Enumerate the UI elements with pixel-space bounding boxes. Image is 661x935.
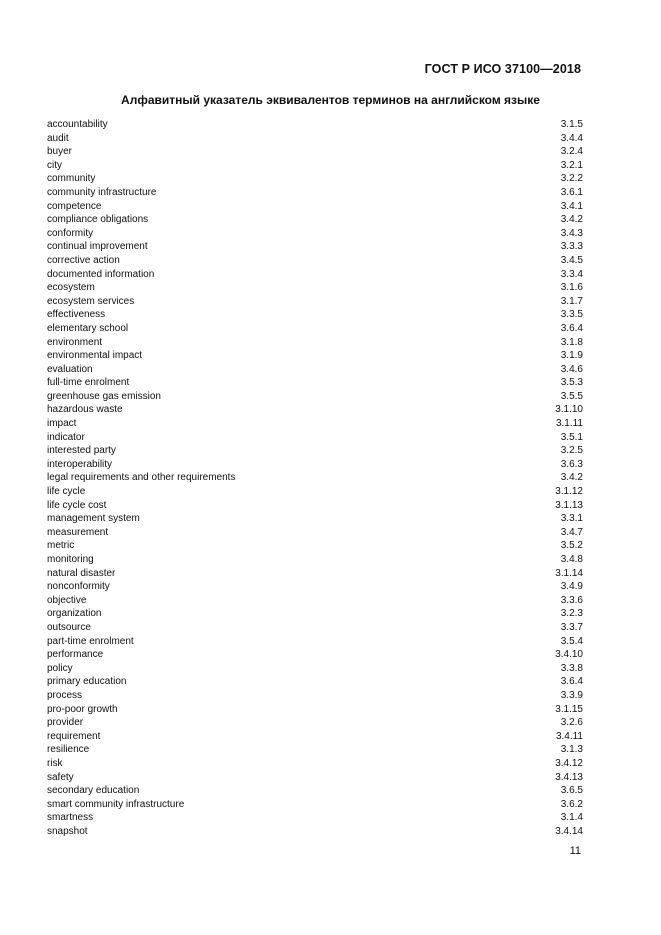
index-entry	[47, 526, 583, 540]
index-term: buyer	[47, 146, 73, 158]
index-entry	[47, 444, 583, 458]
index-term: primary education	[47, 676, 127, 688]
index-term: smart community infrastructure	[47, 798, 185, 810]
index-term: organization	[47, 608, 102, 620]
index-reference: 3.5.3	[560, 377, 583, 389]
index-reference: 3.1.15	[555, 703, 583, 715]
index-term: natural disaster	[47, 567, 116, 579]
index-term: environmental impact	[47, 350, 143, 362]
index-entry	[47, 607, 583, 621]
index-reference: 3.4.4	[560, 132, 583, 144]
index-entry	[47, 635, 583, 649]
index-reference: 3.3.9	[560, 689, 583, 701]
index-reference: 3.4.7	[560, 526, 583, 538]
index-entry	[47, 417, 583, 431]
index-entry	[47, 281, 583, 295]
index-term: conformity	[47, 227, 94, 239]
index-term: ecosystem services	[47, 295, 135, 307]
index-term: audit	[47, 132, 69, 144]
index-entry	[47, 336, 583, 350]
index-entry	[47, 268, 583, 282]
index-reference: 3.3.4	[560, 268, 583, 280]
index-reference: 3.1.14	[555, 567, 583, 579]
index-reference: 3.3.7	[560, 621, 583, 633]
index-term: resilience	[47, 744, 90, 756]
index-term: documented information	[47, 268, 155, 280]
index-entry	[47, 757, 583, 771]
index-reference: 3.3.1	[560, 513, 583, 525]
index-entry	[47, 594, 583, 608]
index-entry	[47, 689, 583, 703]
index-term: life cycle	[47, 486, 86, 498]
index-entry	[47, 132, 583, 146]
index-entry	[47, 227, 583, 241]
index-reference: 3.5.5	[560, 390, 583, 402]
index-reference: 3.2.6	[560, 717, 583, 729]
index-term: snapshot	[47, 825, 88, 837]
index-reference: 3.1.4	[560, 812, 583, 824]
index-entry	[47, 825, 583, 839]
index-entry	[47, 662, 583, 676]
index-term: continual improvement	[47, 241, 148, 253]
index-term: impact	[47, 418, 77, 430]
index-term: performance	[47, 649, 104, 661]
index-reference: 3.4.8	[560, 554, 583, 565]
index-entry	[47, 499, 583, 513]
index-entry	[47, 376, 583, 390]
index-term: life cycle cost	[47, 499, 107, 511]
index-reference: 3.2.4	[560, 146, 583, 158]
index-reference: 3.4.1	[560, 200, 583, 212]
index-reference: 3.1.13	[555, 499, 583, 511]
index-entry	[47, 254, 583, 268]
index-entry	[47, 771, 583, 785]
index-entry	[47, 145, 583, 159]
index-term: elementary school	[47, 322, 129, 334]
index-entry	[47, 675, 583, 689]
index-term: part-time enrolment	[47, 635, 134, 647]
index-entry	[47, 648, 583, 662]
index-entry	[47, 458, 583, 472]
index-reference: 3.1.11	[555, 418, 583, 430]
index-term: interested party	[47, 445, 116, 457]
index-entry	[47, 621, 583, 635]
page-number: 11	[569, 845, 581, 857]
index-term: risk	[47, 757, 63, 769]
index-entry	[47, 322, 583, 336]
index-term: measurement	[47, 526, 109, 538]
index-term: nonconformity	[47, 581, 110, 593]
index-term: management system	[47, 513, 140, 525]
index-reference: 3.4.6	[560, 363, 583, 375]
index-reference: 3.4.2	[560, 214, 583, 226]
index-entry	[47, 390, 583, 404]
index-reference: 3.4.2	[560, 472, 583, 484]
index-entry	[47, 743, 583, 757]
index-term: process	[47, 689, 83, 701]
index-term: compliance obligations	[47, 214, 149, 226]
index-entry	[47, 186, 583, 200]
index-reference: 3.1.10	[555, 404, 583, 416]
index-entry	[47, 811, 583, 825]
index-term: community infrastructure	[47, 186, 157, 198]
index-reference: 3.6.5	[560, 785, 583, 797]
index-reference: 3.4.12	[555, 757, 583, 769]
index-reference: 3.6.2	[560, 798, 583, 810]
index-reference: 3.4.10	[555, 649, 583, 661]
index-term: full-time enrolment	[47, 377, 130, 389]
term-index-list	[47, 118, 583, 838]
index-term: indicator	[47, 431, 85, 443]
index-term: outsource	[47, 621, 91, 633]
index-term: requirement	[47, 730, 101, 742]
index-reference: 3.3.6	[560, 594, 583, 606]
index-entry	[47, 349, 583, 363]
index-reference: 3.1.9	[560, 350, 583, 362]
index-reference: 3.1.6	[560, 282, 583, 294]
index-term: environment	[47, 336, 103, 348]
index-reference: 3.1.7	[560, 295, 583, 307]
index-entry	[47, 512, 583, 526]
index-title: Алфавитный указатель эквивалентов терминов на английском языке	[121, 93, 540, 107]
index-reference: 3.6.1	[560, 186, 583, 198]
index-reference: 3.3.3	[560, 241, 583, 253]
index-entry	[47, 716, 583, 730]
index-term: objective	[47, 594, 87, 606]
index-term: provider	[47, 717, 84, 729]
index-reference: 3.2.2	[560, 173, 583, 185]
index-reference: 3.1.12	[555, 486, 583, 498]
index-reference: 3.6.3	[560, 458, 583, 470]
index-term: monitoring	[47, 554, 94, 565]
index-reference: 3.3.8	[560, 662, 583, 674]
index-entry	[47, 580, 583, 594]
index-term: pro-poor growth	[47, 703, 118, 715]
index-term: hazardous waste	[47, 404, 123, 416]
index-reference: 3.4.9	[560, 581, 583, 593]
index-entry	[47, 703, 583, 717]
index-reference: 3.5.4	[560, 635, 583, 647]
index-reference: 3.4.11	[555, 730, 583, 742]
index-entry	[47, 784, 583, 798]
index-entry	[47, 172, 583, 186]
index-term: interoperability	[47, 458, 113, 470]
index-reference: 3.6.4	[560, 322, 583, 334]
index-term: metric	[47, 540, 75, 552]
index-reference: 3.2.1	[560, 159, 583, 171]
index-reference: 3.5.1	[560, 431, 583, 443]
index-term: safety	[47, 771, 74, 783]
index-entry	[47, 431, 583, 445]
index-term: policy	[47, 662, 73, 674]
index-reference: 3.2.3	[560, 608, 583, 620]
index-entry	[47, 403, 583, 417]
index-term: city	[47, 159, 62, 171]
index-term: smartness	[47, 812, 94, 824]
index-entry	[47, 295, 583, 309]
index-entry	[47, 363, 583, 377]
index-reference: 3.4.13	[555, 771, 583, 783]
index-term: evaluation	[47, 363, 93, 375]
index-entry	[47, 240, 583, 254]
index-reference: 3.4.14	[555, 825, 583, 837]
index-entry	[47, 553, 583, 567]
index-term: secondary education	[47, 785, 140, 797]
index-reference: 3.3.5	[560, 309, 583, 321]
index-reference: 3.1.8	[560, 336, 583, 348]
index-entry	[47, 118, 583, 132]
index-reference: 3.4.3	[560, 227, 583, 239]
index-term: accountability	[47, 119, 108, 130]
document-code: ГОСТ Р ИСО 37100—2018	[424, 62, 581, 76]
index-term: community	[47, 173, 96, 185]
index-entry	[47, 213, 583, 227]
index-term: ecosystem	[47, 282, 95, 294]
index-entry	[47, 567, 583, 581]
index-entry	[47, 308, 583, 322]
index-reference: 3.4.5	[560, 254, 583, 266]
index-entry	[47, 471, 583, 485]
index-entry	[47, 539, 583, 553]
index-term: competence	[47, 200, 102, 212]
index-term: greenhouse gas emission	[47, 390, 161, 402]
index-term: legal requirements and other requirements	[47, 472, 236, 484]
index-entry	[47, 798, 583, 812]
index-reference: 3.1.5	[560, 119, 583, 130]
index-reference: 3.1.3	[560, 744, 583, 756]
index-entry	[47, 730, 583, 744]
index-term: corrective action	[47, 254, 120, 266]
index-entry	[47, 485, 583, 499]
index-reference: 3.2.5	[560, 445, 583, 457]
index-term: effectiveness	[47, 309, 106, 321]
index-entry	[47, 159, 583, 173]
index-entry	[47, 200, 583, 214]
index-reference: 3.6.4	[560, 676, 583, 688]
index-reference: 3.5.2	[560, 540, 583, 552]
